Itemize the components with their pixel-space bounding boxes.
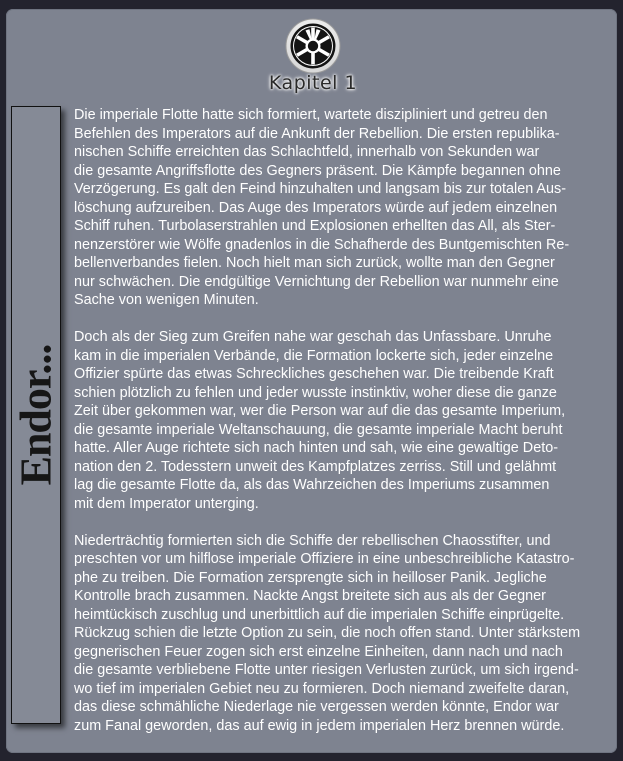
- text-line: wo tief im imperialen Gebiet neu zu formieren. Doch niemand zweifelte daran,: [74, 680, 570, 697]
- text-line: nur schwächen. Die endgültige Vernichtung der Rebellion war nunmehr eine: [74, 273, 559, 290]
- paragraph: [74, 106, 610, 310]
- text-line: lag die gesamte Flotte da, als das Wahrzeichen des Imperiums zusammen: [74, 477, 550, 493]
- text-line: zum Fanal geworden, das auf ewig in jedem imperialen Herz brennen würde.: [74, 717, 565, 734]
- text-line: Die imperiale Flotte hatte sich formiert, wartete diszipliniert und getreu den: [74, 107, 548, 123]
- side-label-box: [11, 106, 61, 724]
- text-line: schien plötzlich zu fehlen und jeder wusste instinktiv, woher diese die ganze: [74, 384, 557, 401]
- chapter-title: Kapitel 1: [268, 72, 358, 94]
- text-line: hatte. Aller Auge richtete sich nach hinten und sah, wie eine gewaltige Deto-: [74, 440, 558, 456]
- text-line: mit dem Imperator unterging.: [74, 495, 259, 512]
- text-line: Offizier spürte das etwas Schreckliches geschehen war. Die treibende Kraft: [74, 366, 554, 382]
- text-line: Kontrolle brach zusammen. Nackte Angst breitete sich aus als der Gegner: [74, 588, 546, 604]
- text-line: die gesamte Angriffsflotte des Gegners präsent. Die Kämpfe begannen ohne: [74, 162, 561, 179]
- text-line: phe zu treiben. Die Formation zersprengte sich in heilloser Panik. Jegliche: [74, 569, 547, 586]
- text-line: die gesamte imperiale Weltanschauung, die gesamte imperiale Macht beruht: [74, 421, 563, 438]
- text-line: das diese schmähliche Niederlage nie vergessen werden könnte, Endor war: [74, 699, 559, 715]
- text-line: nenzerstörer wie Wölfe gnadenlos in die Schafherde des Buntgemischten Re-: [74, 236, 570, 253]
- text-line: nation den 2. Todesstern unweit des Kampfplatzes zerriss. Still und gelähmt: [74, 458, 557, 475]
- text-line: Rückzug schien die letzte Option zu sein, die noch offen stand. Unter stärkstem: [74, 625, 581, 641]
- text-line: heimtückisch zuschlug und unerbittlich auf die imperialen Schiffe einprügelte.: [74, 606, 565, 623]
- story-text: [74, 106, 610, 754]
- text-line: bellenverbandes fielen. Noch hielt man sich zurück, wollte man den Gegner: [74, 255, 555, 271]
- text-line: die gesamte verbliebene Flotte unter riesigen Verlusten zurück, um sich irgend-: [74, 662, 579, 678]
- text-line: Niederträchtig formierten sich die Schiffe der rebellischen Chaosstifter, und: [74, 532, 551, 549]
- text-line: preschten vor um hilflose imperiale Offiziere in eine unbeschreibliche Katastro-: [74, 551, 575, 567]
- emblem-svg: [285, 18, 341, 74]
- text-line: Verzögerung. Es galt den Feind hinzuhalten und langsam bis zur totalen Aus-: [74, 181, 566, 197]
- text-line: nischen Schiffe erreichten das Schlachtfeld, innerhalb von Sekunden war: [74, 144, 540, 160]
- side-label-text: Endor...: [11, 344, 61, 486]
- text-line: löschung aufzureiben. Das Auge des Imperators würde auf jedem einzelnen: [74, 199, 558, 216]
- galactic-empire-emblem-icon: [285, 18, 341, 74]
- paragraph: [74, 328, 610, 513]
- text-line: Doch als der Sieg zum Greifen nahe war geschah das Unfassbare. Unruhe: [74, 329, 552, 345]
- text-line: gegnerischen Feuer zogen sich erst einzelne Einheiten, dann nach und nach: [74, 643, 563, 660]
- text-line: Sache von wenigen Minuten.: [74, 292, 259, 308]
- text-line: Zeit über gekommen war, wer die Person war auf die das gesamte Imperium,: [74, 403, 566, 419]
- text-line: Schiff ruhen. Turbolaserstrahlen und Explosionen erhellten das All, als Ster-: [74, 218, 556, 234]
- text-line: kam in die imperialen Verbände, die Formation lockerte sich, jeder einzelne: [74, 347, 554, 364]
- text-line: Befehlen des Imperators auf die Ankunft der Rebellion. Die ersten republika-: [74, 125, 560, 142]
- paragraph: [74, 532, 610, 736]
